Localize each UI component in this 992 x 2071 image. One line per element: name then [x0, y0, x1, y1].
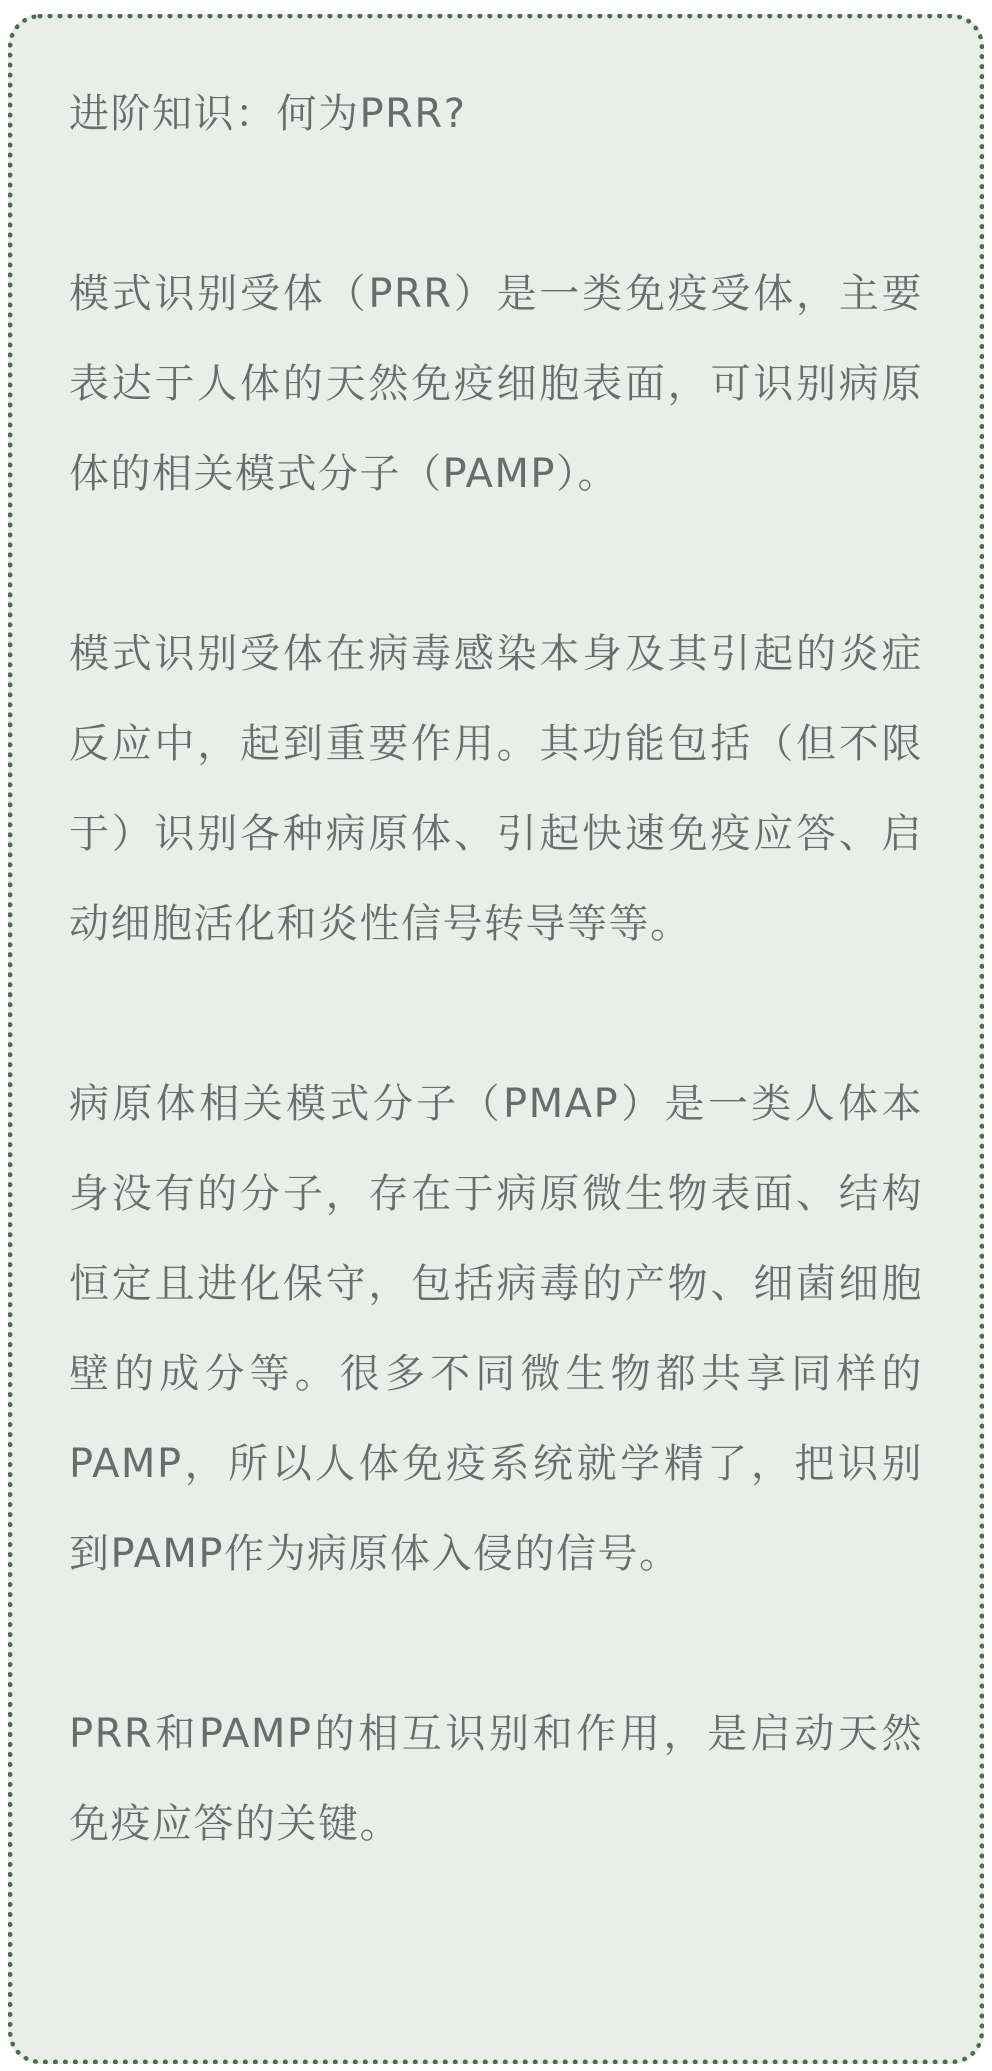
paragraph-gap: [69, 159, 923, 249]
card-title: 进阶知识：何为PRR?: [69, 91, 467, 137]
knowledge-card: [8, 14, 984, 2064]
paragraph-gap: [69, 969, 923, 1059]
paragraph-prr-function: 模式识别受体在病毒感染本身及其引起的炎症反应中，起到重要作用。其功能包括（但不限于）识别各种病原体、引起快速免疫应答、启动细胞活化和炎性信号转导等等。: [69, 631, 923, 947]
paragraph-pamp-definition: 病原体相关模式分子（PMAP）是一类人体本身没有的分子，存在于病原微生物表面、结构恒定且进化保守，包括病毒的产物、细菌细胞壁的成分等。很多不同微生物都共享同样的PAMP，所以人体免疫系统就学精了，把识别到PAMP作为病原体入侵的信号。: [69, 1081, 923, 1577]
paragraph-gap: [69, 519, 923, 609]
paragraph-gap: [69, 1599, 923, 1689]
paragraph-conclusion: PRR和PAMP的相互识别和作用，是启动天然免疫应答的关键。: [69, 1711, 923, 1847]
paragraph-prr-definition: 模式识别受体（PRR）是一类免疫受体，主要表达于人体的天然免疫细胞表面，可识别病原体的相关模式分子（PAMP）。: [69, 271, 923, 497]
